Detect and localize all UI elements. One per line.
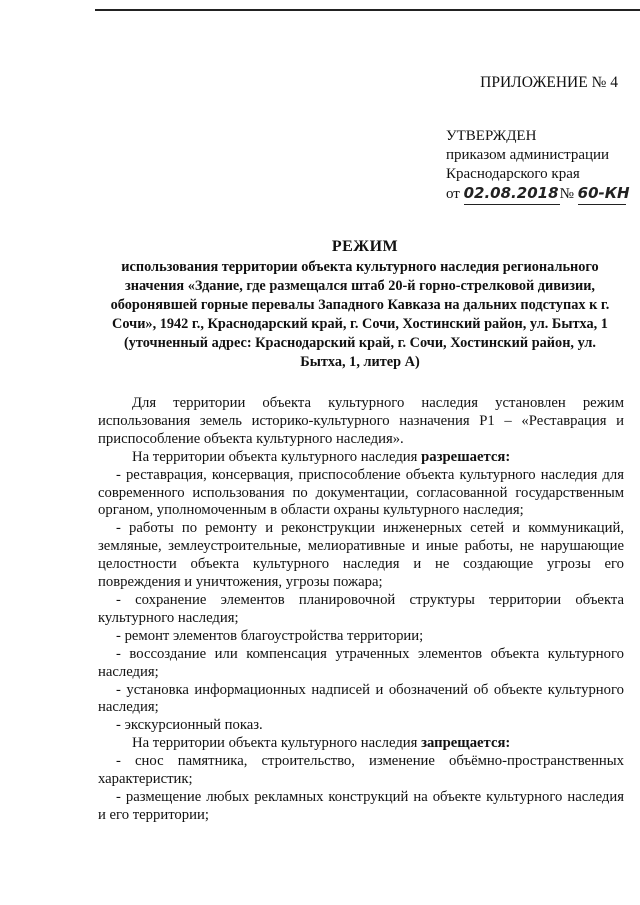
appendix-label: ПРИЛОЖЕНИЕ № 4 [480,74,618,91]
document-body [98,395,624,825]
date-field [464,184,560,205]
list-item: - ремонт элементов благоустройства территории; [116,627,424,644]
number-field [577,184,630,205]
list-item: - размещение любых рекламных конструкций на объекте культурного наследия и его территории; [98,788,624,823]
date-number-line [446,184,630,205]
intro-paragraph: Для территории объекта культурного наследия установлен режим использования земель историко-культурного назначения Р1 – «Реставрация и приспособление объекта культурного наследия». [98,395,624,447]
forbidden-keyword: запрещается: [421,735,511,752]
allowed-lead: На территории объекта культурного наследия [132,448,418,465]
approved-label: УТВЕРЖДЕН [446,128,537,144]
list-item: - сохранение элементов планировочной структуры территории объекта культурного наследия; [98,591,624,626]
allowed-keyword: разрешается: [421,448,511,465]
list-item: - работы по ремонту и реконструкции инженерных сетей и коммуникаций, земляные, землеустроительные, мелиоративные и иные работы, не нарушающие целостности объекта культурного наследия и не создающие угрозы его повреждения и уничтожения, угрозы пожара; [98,520,624,591]
document-subtitle: использования территории объекта культурного наследия регионального значения «Здание, где размещался штаб 20-й горно-стрелковой дивизии, оборонявшей горные перевалы Западного Кавказа на дальних подступах к г. Сочи», 1942 г., Краснодарский край, г. Сочи, Хостинский район, ул. Бытха, 1 (уточненный адрес: Краснодарский край, г. Сочи, Хостинский район, ул. Бытха, 1, литер А) [110,259,610,370]
forbidden-heading [98,735,624,753]
scan-edge-line [95,9,640,11]
document-title: РЕЖИМ [331,238,399,255]
approval-block [446,127,630,205]
list-item: - снос памятника, строительство, изменение объёмно-пространственных характеристик; [98,753,624,788]
list-item: - установка информационных надписей и обозначений об объекте культурного наследия; [98,681,624,716]
allowed-heading [98,449,624,467]
list-item: - воссоздание или компенсация утраченных элементов объекта культурного наследия; [98,645,624,680]
list-item: - реставрация, консервация, приспособление объекта культурного наследия для современного использования по документации, согласованной государственным органом, уполномоченным в области охраны культурного наследия; [98,466,624,519]
from-label: от [446,186,460,202]
number-label: № [559,186,574,202]
order-label: приказом администрации [446,147,610,163]
list-item: - экскурсионный показ. [116,717,263,734]
forbidden-lead: На территории объекта культурного наследия [132,735,418,752]
handwritten-number: 60-КН [577,184,630,202]
handwritten-date: 02.08.2018 [463,184,559,202]
region-label: Краснодарского края [446,166,580,182]
